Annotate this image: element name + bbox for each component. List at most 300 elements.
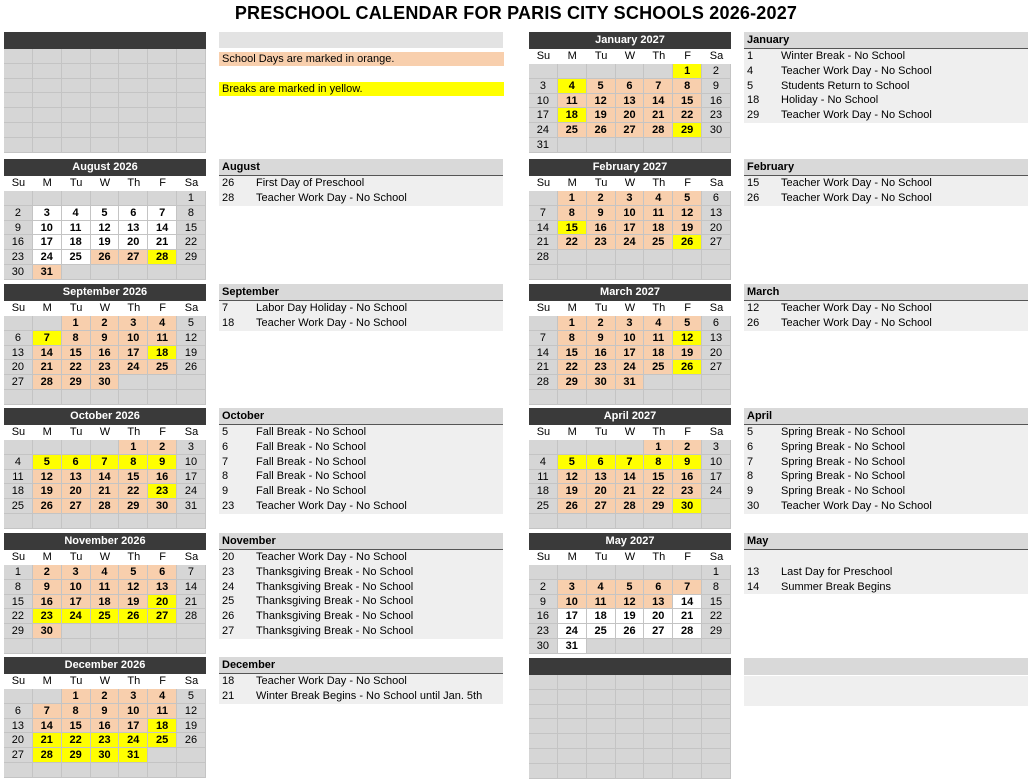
empty-day-cell	[587, 514, 616, 529]
day-cell: 11	[529, 470, 558, 485]
note-text: Teacher Work Day - No School	[781, 499, 932, 512]
empty-day-cell	[673, 514, 702, 529]
note-text: Labor Day Holiday - No School	[256, 302, 408, 314]
weekday-label: Su	[11, 675, 26, 687]
weekday-label: F	[159, 426, 166, 438]
day-cell: 23	[673, 484, 702, 499]
day-cell: 16	[587, 346, 616, 361]
day-cell: 5	[119, 565, 148, 580]
month-calendar	[4, 408, 206, 529]
day-cell: 23	[702, 108, 731, 123]
note-date: 6	[222, 440, 229, 453]
empty-day-cell	[148, 64, 177, 79]
day-cell: 9	[673, 455, 702, 470]
day-cell: 25	[91, 609, 120, 624]
day-cell: 19	[119, 595, 148, 610]
empty-calendar-header	[529, 658, 731, 675]
note-date: 6	[747, 440, 754, 453]
day-cell: 11	[587, 595, 616, 610]
empty-day-cell	[529, 690, 558, 705]
weekday-label: M	[567, 177, 577, 189]
day-cell: 15	[62, 346, 91, 361]
day-cell: 26	[177, 360, 206, 375]
day-cell: 2	[702, 64, 731, 79]
day-cell: 10	[119, 704, 148, 719]
day-cell: 19	[673, 346, 702, 361]
day-cell: 2	[91, 689, 120, 704]
day-cell: 9	[148, 455, 177, 470]
empty-calendar-header	[4, 32, 206, 49]
month-calendar	[529, 408, 731, 529]
weekday-label: W	[99, 675, 111, 687]
day-cell: 21	[91, 484, 120, 499]
day-cell: 28	[529, 375, 558, 390]
empty-day-cell	[91, 108, 120, 123]
note-date: 9	[747, 485, 754, 498]
day-grid	[529, 191, 731, 280]
note-text: Thanksgiving Break - No School	[256, 565, 414, 578]
empty-day-cell	[587, 265, 616, 280]
empty-day-cell	[177, 108, 206, 123]
weekday-label: Tu	[69, 302, 83, 314]
empty-day-cell	[616, 250, 645, 265]
empty-day-cell	[616, 64, 645, 79]
day-cell: 30	[673, 499, 702, 514]
weekday-label: Sa	[709, 50, 724, 62]
day-cell: 16	[702, 94, 731, 109]
empty-day-cell	[644, 639, 673, 654]
weekday-header-row	[4, 674, 206, 689]
empty-day-cell	[673, 390, 702, 405]
note-text: Spring Break - No School	[781, 470, 906, 483]
day-cell: 13	[62, 470, 91, 485]
note-row	[219, 469, 503, 484]
empty-day-cell	[702, 690, 731, 705]
day-cell: 25	[148, 733, 177, 748]
note-row	[219, 301, 503, 316]
empty-day-cell	[33, 390, 62, 405]
empty-day-cell	[702, 138, 731, 153]
weekday-label: Sa	[184, 302, 199, 314]
note-date: 18	[747, 94, 760, 107]
day-cell: 29	[119, 499, 148, 514]
day-cell: 24	[177, 484, 206, 499]
weekday-label: F	[684, 551, 691, 563]
day-cell: 1	[558, 191, 587, 206]
day-cell: 1	[558, 316, 587, 331]
empty-day-cell	[644, 690, 673, 705]
day-cell: 13	[702, 331, 731, 346]
note-date: 26	[222, 177, 235, 189]
day-cell: 8	[119, 455, 148, 470]
day-cell: 1	[62, 689, 91, 704]
day-cell: 1	[702, 565, 731, 580]
weekday-label: Su	[11, 302, 26, 314]
day-cell: 5	[177, 689, 206, 704]
note-text: Teacher Work Day - No School	[781, 191, 932, 204]
empty-day-cell	[33, 108, 62, 123]
note-row	[744, 469, 1028, 484]
day-cell: 6	[119, 206, 148, 221]
empty-day-cell	[177, 390, 206, 405]
empty-day-cell	[587, 675, 616, 690]
day-cell: 3	[616, 316, 645, 331]
note-text	[781, 550, 1028, 565]
empty-day-cell	[673, 375, 702, 390]
empty-day-cell	[644, 390, 673, 405]
note-text: Teacher Work Day - No School	[256, 191, 407, 204]
day-cell: 12	[177, 331, 206, 346]
day-cell: 20	[4, 733, 33, 748]
empty-day-cell	[616, 639, 645, 654]
weekday-header-row	[4, 301, 206, 316]
empty-day-cell	[91, 93, 120, 108]
note-date: 18	[222, 316, 235, 329]
day-cell: 1	[4, 565, 33, 580]
empty-day-cell	[529, 265, 558, 280]
empty-day-cell	[177, 624, 206, 639]
empty-day-cell	[148, 79, 177, 94]
day-grid	[529, 64, 731, 153]
empty-day-cell	[587, 690, 616, 705]
month-title: April 2027	[529, 408, 731, 425]
notes-header: November	[219, 533, 503, 550]
empty-day-cell	[702, 375, 731, 390]
empty-day-cell	[702, 749, 731, 764]
day-cell: 31	[119, 748, 148, 763]
empty-day-cell	[91, 624, 120, 639]
day-cell: 15	[673, 94, 702, 109]
note-date: 20	[222, 551, 235, 563]
day-cell: 23	[587, 360, 616, 375]
empty-day-cell	[558, 749, 587, 764]
day-cell: 26	[616, 624, 645, 639]
day-cell: 15	[177, 221, 206, 236]
empty-day-cell	[702, 675, 731, 690]
note-row	[219, 455, 503, 470]
empty-day-cell	[587, 138, 616, 153]
empty-day-cell	[587, 749, 616, 764]
empty-day-cell	[673, 138, 702, 153]
note-row	[219, 580, 503, 595]
empty-day-cell	[91, 138, 120, 153]
weekday-label: Th	[652, 177, 666, 189]
notes-header: February	[744, 159, 1028, 176]
day-cell: 25	[558, 123, 587, 138]
day-cell: 22	[62, 733, 91, 748]
day-cell: 27	[644, 624, 673, 639]
empty-day-cell	[4, 138, 33, 153]
empty-day-cell	[33, 440, 62, 455]
notes-header: March	[744, 284, 1028, 301]
day-cell: 26	[587, 123, 616, 138]
note-text: Winter Break - No School	[781, 50, 906, 62]
day-cell: 7	[177, 565, 206, 580]
day-cell: 4	[529, 455, 558, 470]
month-notes	[744, 159, 1028, 206]
empty-day-cell	[177, 375, 206, 390]
note-date: 21	[222, 689, 235, 702]
day-cell: 7	[644, 79, 673, 94]
note-date: 26	[747, 316, 760, 329]
day-cell: 17	[177, 470, 206, 485]
note-text: Spring Break - No School	[781, 485, 906, 498]
empty-day-cell	[148, 108, 177, 123]
day-cell: 26	[91, 250, 120, 265]
empty-day-cell	[148, 390, 177, 405]
note-row	[219, 689, 503, 704]
day-cell: 18	[644, 346, 673, 361]
day-cell: 13	[587, 470, 616, 485]
note-row	[219, 484, 503, 499]
weekday-label: M	[42, 426, 52, 438]
empty-day-cell	[4, 440, 33, 455]
day-cell: 22	[558, 360, 587, 375]
day-cell: 27	[148, 609, 177, 624]
note-date: 1	[747, 50, 754, 62]
note-text: Teacher Work Day - No School	[256, 675, 407, 687]
day-cell: 20	[616, 108, 645, 123]
weekday-label: Su	[536, 50, 551, 62]
day-cell: 5	[33, 455, 62, 470]
day-cell: 18	[91, 595, 120, 610]
day-cell: 14	[33, 719, 62, 734]
notes-header: August	[219, 159, 503, 176]
day-cell: 20	[702, 221, 731, 236]
note-date: 24	[222, 580, 235, 593]
day-cell: 7	[33, 704, 62, 719]
note-row	[744, 176, 1028, 191]
day-cell: 23	[91, 733, 120, 748]
empty-day-cell	[91, 123, 120, 138]
notes-header: April	[744, 408, 1028, 425]
day-cell: 15	[644, 470, 673, 485]
empty-day-cell	[62, 64, 91, 79]
note-date: 5	[747, 426, 754, 438]
day-cell: 24	[702, 484, 731, 499]
day-cell: 20	[148, 595, 177, 610]
day-cell: 24	[558, 624, 587, 639]
empty-day-cell	[616, 440, 645, 455]
empty-day-cell	[91, 440, 120, 455]
weekday-label: Tu	[594, 551, 608, 563]
empty-day-cell	[673, 705, 702, 720]
note-row	[744, 425, 1028, 440]
day-cell: 17	[529, 108, 558, 123]
day-cell: 11	[62, 221, 91, 236]
day-cell: 19	[673, 221, 702, 236]
day-cell: 15	[558, 346, 587, 361]
day-cell: 9	[587, 206, 616, 221]
month-title: August 2026	[4, 159, 206, 176]
day-cell: 25	[62, 250, 91, 265]
month-calendar	[4, 159, 206, 280]
day-cell: 7	[616, 455, 645, 470]
empty-day-cell	[616, 390, 645, 405]
day-cell: 31	[616, 375, 645, 390]
day-cell: 21	[673, 609, 702, 624]
empty-day-cell	[33, 64, 62, 79]
weekday-label: Th	[127, 551, 141, 563]
day-grid	[4, 316, 206, 405]
empty-day-cell	[529, 734, 558, 749]
note-row	[219, 499, 503, 514]
empty-day-cell	[644, 565, 673, 580]
empty-day-cell	[616, 705, 645, 720]
day-cell: 25	[148, 360, 177, 375]
day-cell: 13	[702, 206, 731, 221]
empty-day-cell	[529, 705, 558, 720]
empty-day-cell	[702, 705, 731, 720]
day-cell: 18	[62, 235, 91, 250]
day-cell: 6	[702, 191, 731, 206]
weekday-label: Su	[11, 426, 26, 438]
empty-day-cell	[119, 639, 148, 654]
day-cell: 4	[62, 206, 91, 221]
legend-breaks: Breaks are marked in yellow.	[219, 82, 504, 96]
day-cell: 17	[702, 470, 731, 485]
day-cell: 19	[558, 484, 587, 499]
empty-day-cell	[644, 64, 673, 79]
notes-header: September	[219, 284, 503, 301]
empty-day-cell	[4, 316, 33, 331]
day-cell: 28	[91, 499, 120, 514]
empty-day-cell	[702, 265, 731, 280]
note-date: 26	[747, 191, 760, 204]
day-cell: 28	[148, 250, 177, 265]
weekday-label: Sa	[709, 177, 724, 189]
note-date: 25	[222, 595, 235, 608]
note-row	[744, 316, 1028, 331]
day-cell: 15	[119, 470, 148, 485]
empty-day-cell	[702, 250, 731, 265]
day-cell: 20	[644, 609, 673, 624]
day-cell: 9	[587, 331, 616, 346]
empty-day-cell	[644, 138, 673, 153]
empty-day-cell	[644, 514, 673, 529]
day-cell: 29	[673, 123, 702, 138]
weekday-label: M	[42, 551, 52, 563]
day-cell: 7	[529, 331, 558, 346]
empty-day-cell	[33, 689, 62, 704]
month-notes	[744, 32, 1028, 123]
notes-header: December	[219, 657, 503, 674]
empty-day-cell	[616, 265, 645, 280]
note-row	[219, 594, 503, 609]
weekday-label: Tu	[69, 551, 83, 563]
empty-day-cell	[119, 265, 148, 280]
day-cell: 23	[148, 484, 177, 499]
day-cell: 20	[702, 346, 731, 361]
note-date: 8	[222, 470, 229, 483]
day-cell: 9	[91, 331, 120, 346]
day-cell: 1	[62, 316, 91, 331]
day-cell: 9	[33, 580, 62, 595]
day-cell: 21	[33, 360, 62, 375]
empty-day-cell	[33, 123, 62, 138]
empty-day-cell	[529, 64, 558, 79]
weekday-label: Su	[536, 426, 551, 438]
day-grid	[4, 191, 206, 280]
note-date: 23	[222, 499, 235, 512]
day-cell: 19	[616, 609, 645, 624]
day-cell: 17	[558, 609, 587, 624]
empty-day-cell	[673, 719, 702, 734]
day-cell: 21	[644, 108, 673, 123]
empty-day-cell	[616, 690, 645, 705]
empty-day-cell	[33, 639, 62, 654]
weekday-label: M	[567, 50, 577, 62]
day-cell: 18	[148, 346, 177, 361]
note-row	[219, 440, 503, 455]
month-title: November 2026	[4, 533, 206, 550]
empty-day-cell	[529, 316, 558, 331]
weekday-label: Tu	[594, 426, 608, 438]
day-cell: 8	[702, 580, 731, 595]
day-cell: 21	[148, 235, 177, 250]
weekday-label: F	[159, 302, 166, 314]
note-text: Teacher Work Day - No School	[256, 551, 407, 563]
day-cell: 12	[558, 470, 587, 485]
empty-day-cell	[119, 123, 148, 138]
day-cell: 31	[529, 138, 558, 153]
day-cell: 7	[529, 206, 558, 221]
empty-notes-body	[744, 676, 1028, 706]
note-date: 28	[222, 191, 235, 204]
empty-day-cell	[62, 108, 91, 123]
day-cell: 16	[587, 221, 616, 236]
weekday-label: Th	[652, 551, 666, 563]
day-cell: 22	[673, 108, 702, 123]
empty-day-cell	[91, 763, 120, 778]
weekday-label: Sa	[709, 551, 724, 563]
empty-day-cell	[587, 705, 616, 720]
note-text: Thanksgiving Break - No School	[256, 595, 414, 608]
day-cell: 28	[616, 499, 645, 514]
day-cell: 3	[558, 580, 587, 595]
day-grid	[529, 565, 731, 654]
day-cell: 30	[33, 624, 62, 639]
day-cell: 13	[616, 94, 645, 109]
empty-day-cell	[558, 265, 587, 280]
day-cell: 27	[702, 360, 731, 375]
day-cell: 6	[148, 565, 177, 580]
day-cell: 17	[33, 235, 62, 250]
day-cell: 15	[702, 595, 731, 610]
day-cell: 14	[529, 221, 558, 236]
day-cell: 18	[587, 609, 616, 624]
empty-day-cell	[148, 624, 177, 639]
empty-day-cell	[62, 639, 91, 654]
weekday-label: Sa	[184, 551, 199, 563]
day-cell: 20	[587, 484, 616, 499]
note-row	[744, 580, 1028, 595]
empty-day-cell	[587, 440, 616, 455]
day-cell: 22	[4, 609, 33, 624]
note-date: 12	[747, 302, 760, 314]
day-cell: 10	[529, 94, 558, 109]
empty-day-cell	[91, 64, 120, 79]
day-cell: 23	[33, 609, 62, 624]
empty-day-cell	[148, 191, 177, 206]
weekday-label: Th	[127, 302, 141, 314]
day-cell: 10	[558, 595, 587, 610]
note-text: Spring Break - No School	[781, 440, 906, 453]
weekday-label: Th	[127, 177, 141, 189]
note-text: Teacher Work Day - No School	[256, 316, 407, 329]
day-cell: 6	[644, 580, 673, 595]
note-date: 7	[747, 455, 754, 468]
